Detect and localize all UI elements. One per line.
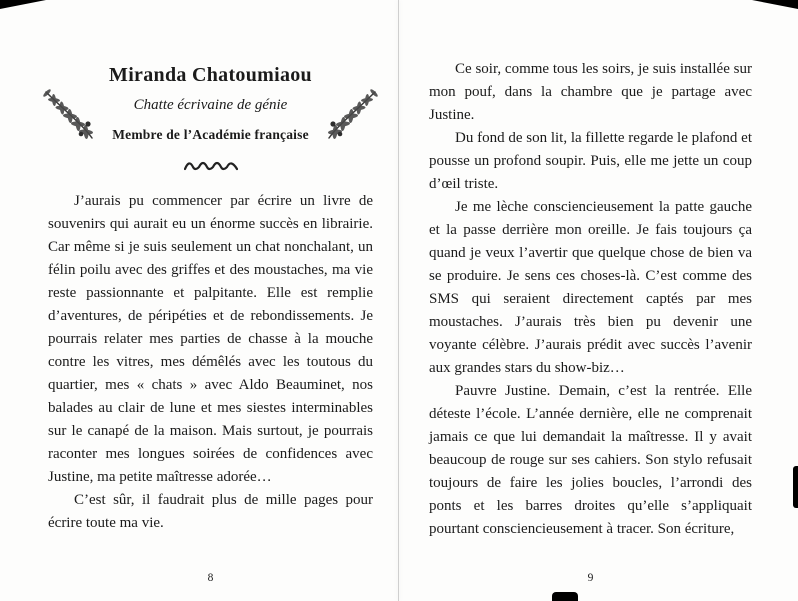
right-page-body [429, 58, 752, 541]
olive-branch-right-icon [325, 84, 381, 142]
page-right [399, 0, 798, 601]
chapter-header [48, 64, 373, 143]
scan-artifact-bottom-edge [552, 592, 578, 601]
page-number-left: 8 [207, 572, 214, 584]
paragraph: Du fond de son lit, la fillette regarde le plafond et pousse un profond soupir. Puis, elle me jette un coup d’œil triste. [429, 130, 752, 192]
chapter-title: Miranda Chatoumiaou [109, 64, 312, 86]
membership-line: Membre de l’Académie française [112, 127, 309, 142]
chapter-subtitle: Chatte écrivaine de génie [133, 97, 288, 113]
paragraph: Pauvre Justine. Demain, c’est la rentrée. Elle déteste l’école. L’année dernière, elle ne comprenait jamais ce que lui demandait la maîtresse. Il y avait beaucoup de rouge sur ses cahiers. Son stylo refusait toujours de faire les jolies boucles, l’arrondi des ponts et les barres droites qu’elle s’appliquait pourtant consciencieusement à tracer. Son écriture, [429, 383, 752, 537]
page-gutter-line [398, 0, 399, 601]
scan-artifact-right-edge [793, 466, 798, 508]
rope-flourish-divider-icon [48, 158, 373, 177]
paragraph: Je me lèche consciencieusement la patte gauche et la passe derrière mon oreille. Je fais toujours ça quand je veux l’avertir que quelque chose de bien va se produire. Je sens ces choses-là. C’est comme des SMS qui seraient directement captés par mes moustaches. J’aurais très bien pu devenir une voyante célèbre. J’aurais prédit avec succès l’avenir aux grandes stars du show-biz… [429, 199, 752, 376]
paragraph: J’aurais pu commencer par écrire un livre de souvenirs qui aurait eu un énorme succès en librairie. Car même si je suis seulement un chat nonchalant, un félin poilu avec des griffes et des moustaches, ma vie reste passionnante et palpitante. Elle est remplie d’aventures, de péripéties et de rebondissements. Je pourrais relater mes parties de chasse à la mouche contre les vitres, mes démêlés avec les toutous du quartier, mes « chats » avec Aldo Beauminet, nos balades au clair de lune et mes siestes interminables sur le canapé de la maison. Mais surtout, je pourrais raconter mes longues soirées de confidences avec Justine, ma petite maîtresse adorée… [48, 193, 373, 485]
left-page-body [48, 190, 373, 535]
paragraph: Ce soir, comme tous les soirs, je suis installée sur mon pouf, dans la chambre que je partage avec Justine. [429, 61, 752, 123]
olive-branch-left-icon [40, 84, 96, 142]
page-number-right: 9 [587, 572, 594, 584]
paragraph: C’est sûr, il faudrait plus de mille pages pour écrire toute ma vie. [48, 492, 373, 531]
